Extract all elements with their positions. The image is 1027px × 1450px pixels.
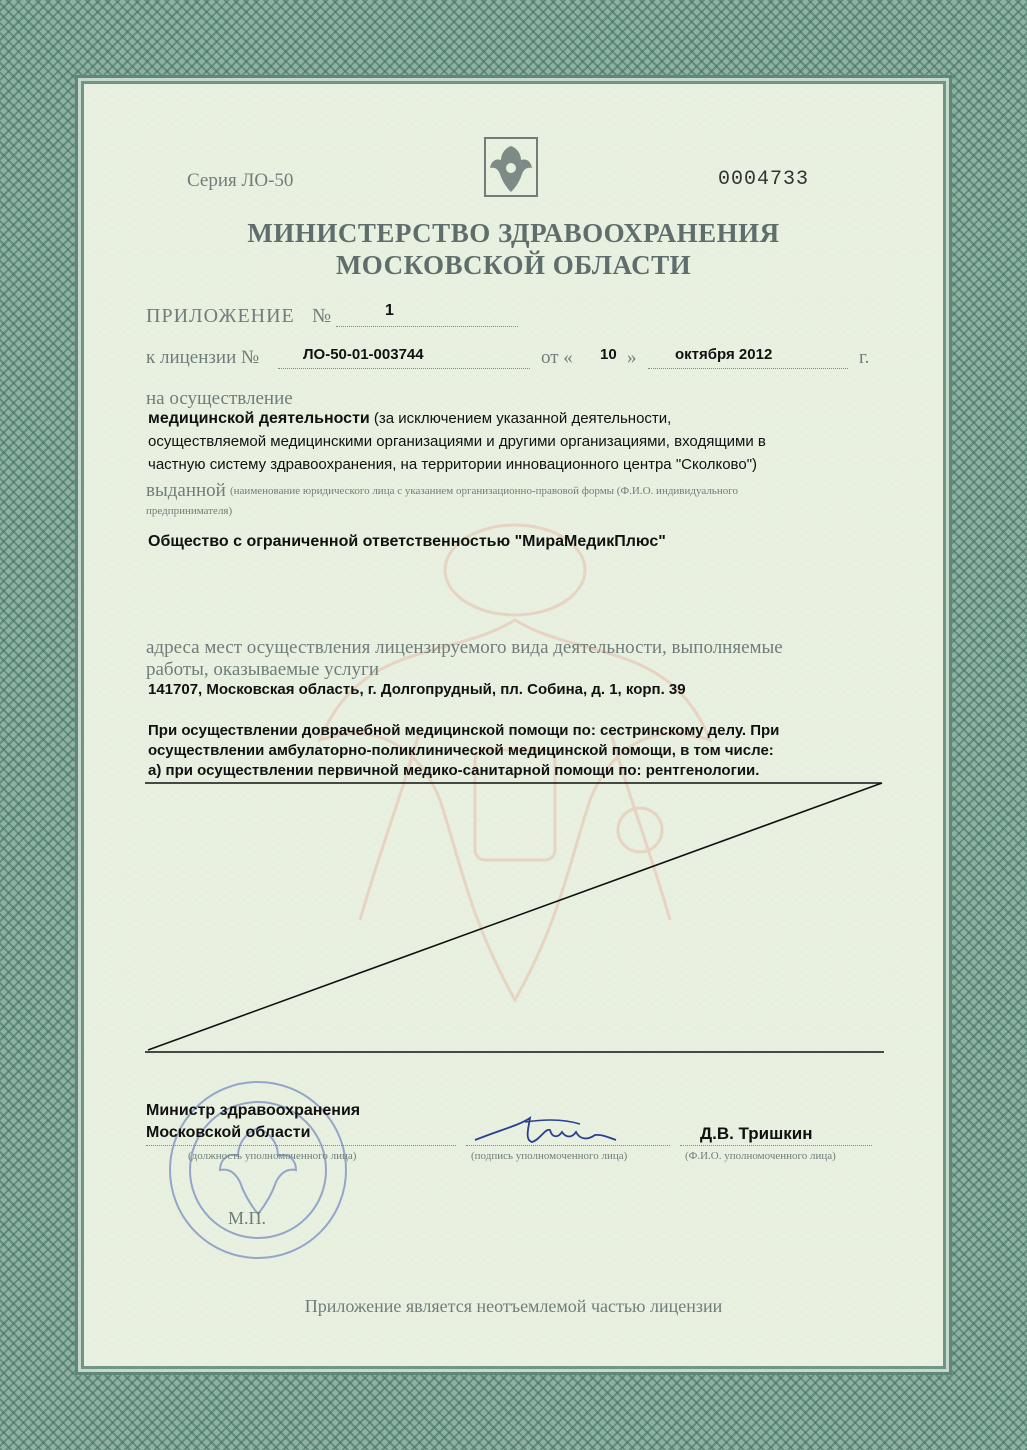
issued-caption-line2: предпринимателя): [146, 505, 233, 517]
license-month-year: октября 2012: [675, 346, 773, 363]
company-name: Общество с ограниченной ответственностью "МираМедикПлюс": [148, 533, 666, 550]
signer-position-line1: Министр здравоохранения: [146, 1102, 361, 1119]
activity-rest-line1: (за исключением указанной деятельности,: [369, 410, 672, 427]
license-year-suffix: г.: [859, 347, 870, 368]
appendix-number: 1: [385, 302, 394, 319]
appendix-number-sign: №: [312, 305, 332, 327]
form-number: 0004733: [718, 168, 810, 191]
signer-position-line2: Московской области: [146, 1124, 311, 1141]
ministry-title-line1: МИНИСТЕРСТВО ЗДРАВООХРАНЕНИЯ: [247, 218, 780, 248]
coat-of-arms-icon: [483, 136, 539, 198]
activity-line2: осуществляемой медицинскими организациями и другими организациями, входящими в: [148, 433, 766, 450]
name-underline: [680, 1145, 872, 1146]
footer-note: Приложение является неотъемлемой частью лицензии: [304, 1296, 723, 1316]
signer-name: Д.В. Тришкин: [700, 1124, 813, 1143]
signature-caption: (подпись уполномоченного лица): [471, 1150, 628, 1162]
signature-underline: [466, 1145, 670, 1146]
stamp-place: М.П.: [228, 1208, 267, 1228]
signature-icon: [470, 1110, 620, 1155]
address: 141707, Московская область, г. Долгопрудный, пл. Собина, д. 1, корп. 39: [148, 681, 686, 698]
name-caption: (Ф.И.О. уполномоченного лица): [685, 1150, 836, 1162]
addresses-label-line1: адреса мест осуществления лицензируемого вида деятельности, выполняемые: [146, 637, 783, 658]
services-line3: а) при осуществлении первичной медико-санитарной помощи по: рентгенологии.: [148, 762, 760, 779]
activity-label: на осуществление: [146, 388, 293, 409]
blank-space-strikeout: [140, 775, 890, 1060]
services-line2: осуществлении амбулаторно-поликлинической медицинской помощи, в том числе:: [148, 742, 774, 759]
activity-line1: [148, 410, 671, 428]
position-caption: (должность уполномоченного лица): [188, 1150, 357, 1162]
addresses-label-line2: работы, оказываемые услуги: [146, 659, 380, 680]
ministry-title-line2: МОСКОВСКОЙ ОБЛАСТИ: [335, 250, 692, 280]
issued-caption-line1: (наименование юридического лица с указанием организационно-правовой формы (Ф.И.О. индивидуального: [230, 485, 738, 497]
services-line1: При осуществлении доврачебной медицинской помощи по: сестринскому делу. При: [148, 722, 780, 739]
appendix-number-line: [336, 326, 518, 327]
position-underline: [146, 1145, 456, 1146]
license-day-close: »: [627, 347, 637, 368]
series-label: Серия ЛО-50: [187, 170, 294, 191]
license-day: 10: [600, 346, 617, 363]
activity-line3: частную систему здравоохранения, на территории инновационного центра "Сколково"): [148, 456, 758, 473]
activity-bold: медицинской деятельности: [148, 410, 370, 427]
license-prefix: к лицензии №: [146, 347, 260, 368]
license-from-prefix: от «: [541, 347, 573, 368]
issued-label: выданной: [146, 480, 226, 501]
license-date-line: [648, 368, 848, 369]
license-number: ЛО-50-01-003744: [303, 346, 424, 363]
license-number-line: [278, 368, 530, 369]
appendix-label: ПРИЛОЖЕНИЕ: [146, 305, 295, 327]
